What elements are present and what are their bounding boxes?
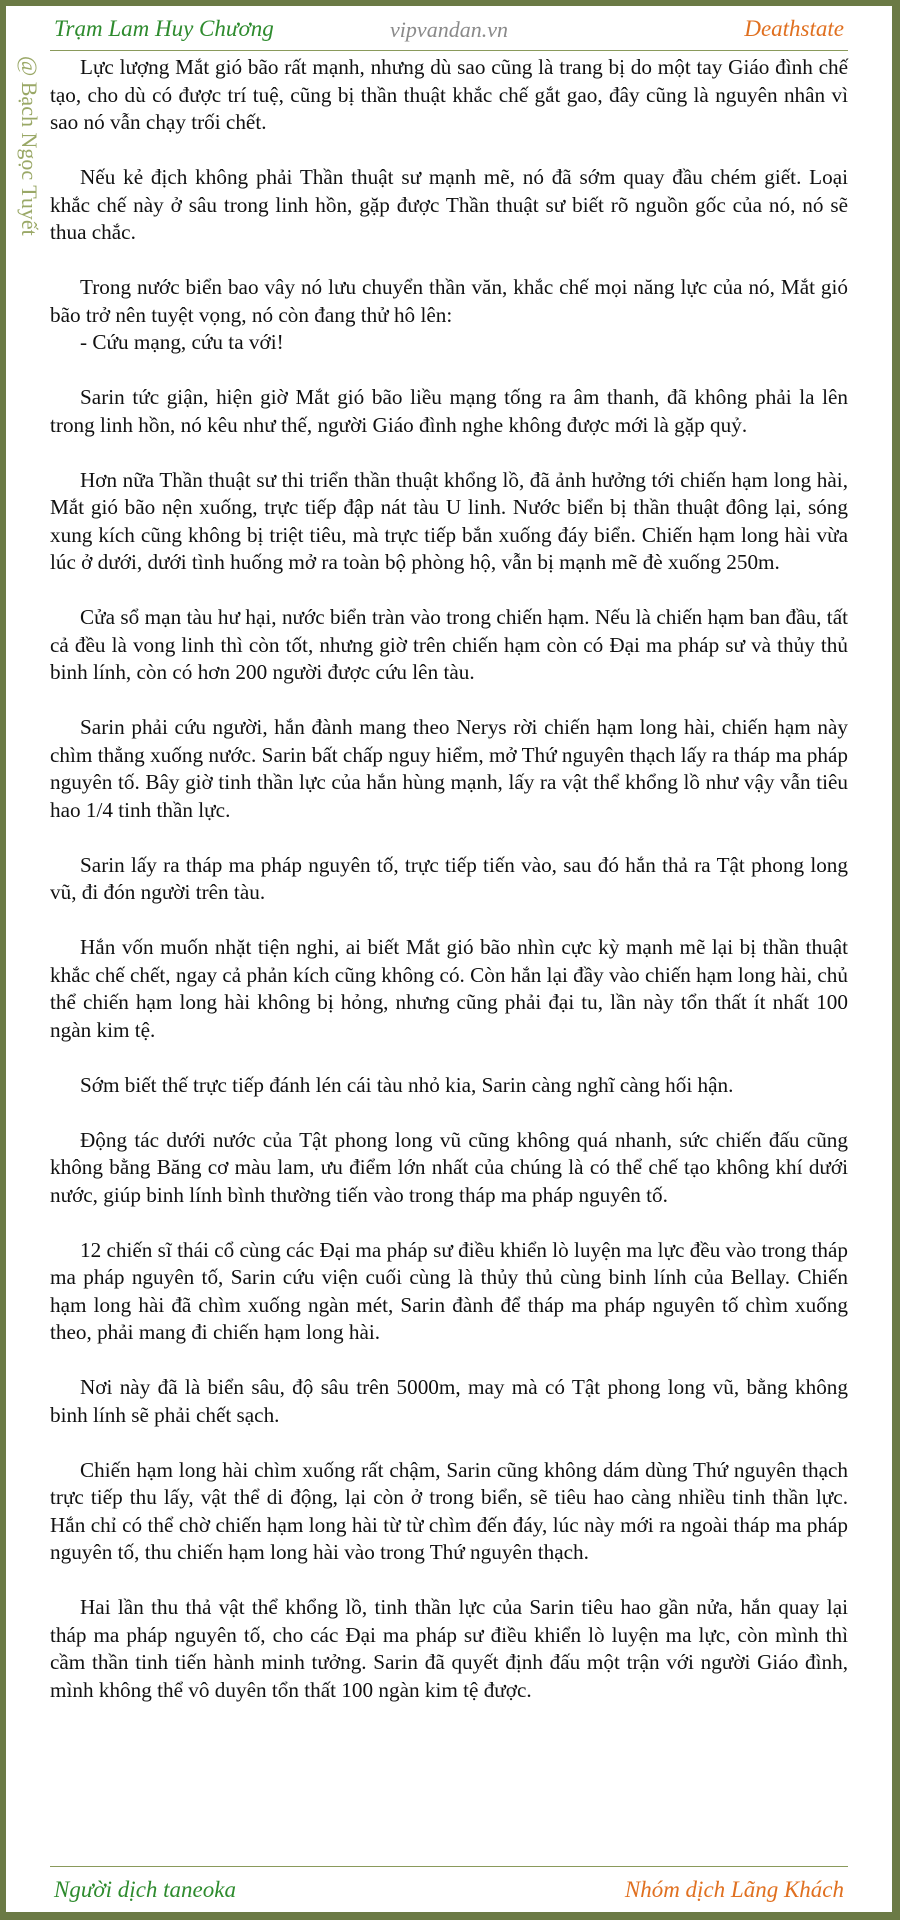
- chapter-text: [50, 54, 848, 1732]
- header-book: Deathstate: [744, 16, 844, 41]
- paragraph: Chiến hạm long hài chìm xuống rất chậm, Sarin cũng không dám dùng Thứ nguyên thạch trực tiếp thu lấy, vật thể di động, lại còn ở trong biển, sẽ tiêu hao càng nhiều tinh thần lực. Hắn chỉ có thể chờ chiến hạm long hài từ từ chìm đến đáy, lúc này mới ra ngoài tháp ma pháp nguyên tố, thu chiến hạm long hài vào trong Thứ nguyên thạch.: [50, 1457, 848, 1564]
- page-footer: [50, 1866, 848, 1907]
- paragraph: 12 chiến sĩ thái cổ cùng các Đại ma pháp sư điều khiển lò luyện ma lực đều vào trong tháp ma pháp nguyên tố, Sarin cứu viện cuối cùng là thủy thủ cùng binh lính của Bellay. Chiến hạm long hài đã chìm xuống ngàn mét, Sarin đành để tháp ma pháp nguyên tố chìm xuống theo, phải mang đi chiến hạm long hài.: [50, 1237, 848, 1344]
- header-site: vipvandan.vn: [390, 17, 508, 42]
- sidebar-author: @ Bạch Ngọc Tuyết: [17, 56, 42, 236]
- paragraph: Nếu kẻ địch không phải Thần thuật sư mạnh mẽ, nó đã sớm quay đầu chém giết. Loại khắc chế này ở sâu trong linh hồn, gặp được Thần thuật sư biết rõ nguồn gốc của nó, nó sẽ thua chắc.: [50, 165, 848, 244]
- paragraph: Hắn vốn muốn nhặt tiện nghi, ai biết Mắt gió bão nhìn cực kỳ mạnh mẽ lại bị thần thuật khắc chế chết, ngay cả phản kích cũng không có. Còn hắn lại đầy vào chiến hạm long hài, chủ thể chiến hạm long hài không bị hỏng, nhưng cũng phải đại tu, lần này tổn thất ít nhất 100 ngàn kim tệ.: [50, 935, 848, 1042]
- footer-group: Nhóm dịch Lãng Khách: [624, 1877, 844, 1902]
- paragraph: Hơn nữa Thần thuật sư thi triển thần thuật khổng lồ, đã ảnh hưởng tới chiến hạm long hài, Mắt gió bão nện xuống, trực tiếp đập nát tàu U linh. Nước biển bị thần thuật đông lại, sóng xung kích cũng không bị triệt tiêu, mà trực tiếp bắn xuống đáy biển. Chiến hạm long hài vừa lúc ở dưới, dưới tình huống mở ra toàn bộ phòng hộ, vẫn bị mạnh mẽ đè xuống 250m.: [50, 467, 848, 574]
- paragraph: Sarin lấy ra tháp ma pháp nguyên tố, trực tiếp tiến vào, sau đó hắn thả ra Tật phong long vũ, đi đón người trên tàu.: [50, 852, 848, 904]
- footer-translator: Người dịch taneoka: [54, 1877, 236, 1902]
- paragraph: Sarin tức giận, hiện giờ Mắt gió bão liều mạng tống ra âm thanh, đã không phải la lên trong linh hồn, nó kêu như thế, người Giáo đình nghe không được mới là gặp quỷ.: [50, 385, 848, 437]
- header-title: Trạm Lam Huy Chương: [54, 16, 274, 41]
- page-header: [50, 6, 848, 51]
- paragraph: Hai lần thu thả vật thể khổng lồ, tinh thần lực của Sarin tiêu hao gần nửa, hắn quay lại tháp ma pháp nguyên tố, cho các Đại ma pháp sư điều khiển lò luyện ma lực, còn mình thì cầm thần tinh tiến hành minh tưởng. Sarin đã quyết định đấu một trận với người Giáo đình, mình không thể vô duyên tổn thất 100 ngàn kim tệ được.: [50, 1595, 848, 1702]
- paragraph: Trong nước biển bao vây nó lưu chuyển thần văn, khắc chế mọi năng lực của nó, Mắt gió bão trở nên tuyệt vọng, nó còn đang thử hô lên:: [50, 275, 848, 327]
- paragraph: Động tác dưới nước của Tật phong long vũ cũng không quá nhanh, sức chiến đấu cũng không bằng Băng cơ màu lam, ưu điểm lớn nhất của chúng là có thể chế tạo không khí dưới nước, giúp binh lính bình thường tiến vào trong tháp ma pháp nguyên tố.: [50, 1127, 848, 1207]
- paragraph: Cửa sổ mạn tàu hư hại, nước biển tràn vào trong chiến hạm. Nếu là chiến hạm ban đầu, tất cả đều là vong linh thì còn tốt, nhưng giờ trên chiến hạm còn có Đại ma pháp sư và thủy thủ binh lính, còn có hơn 200 người được cứu lên tàu.: [50, 605, 848, 684]
- paragraph: Sớm biết thế trực tiếp đánh lén cái tàu nhỏ kia, Sarin càng nghĩ càng hối hận.: [80, 1072, 734, 1097]
- paragraph: Lực lượng Mắt gió bão rất mạnh, nhưng dù sao cũng là trang bị do một tay Giáo đình chế tạo, cho dù có được trí tuệ, cũng bị thần thuật khắc chế gắt gao, đây cũng là nguyên nhân vì sao nó vẫn chạy trối chết.: [50, 55, 848, 134]
- paragraph: Sarin phải cứu người, hắn đành mang theo Nerys rời chiến hạm long hài, chiến hạm này chìm thẳng xuống nước. Sarin bất chấp nguy hiểm, mở Thứ nguyên thạch lấy ra tháp ma pháp nguyên tố. Bây giờ tinh thần lực của hắn hùng mạnh, lấy ra vật thể khổng lồ như vậy vẫn tiêu hao 1/4 tinh thần lực.: [50, 715, 848, 822]
- sidebar: [12, 56, 46, 286]
- paragraph: Nơi này đã là biển sâu, độ sâu trên 5000m, may mà có Tật phong long vũ, bằng không binh lính sẽ phải chết sạch.: [50, 1375, 848, 1427]
- page: [6, 6, 892, 1912]
- dialog-line: - Cứu mạng, cứu ta với!: [80, 330, 284, 354]
